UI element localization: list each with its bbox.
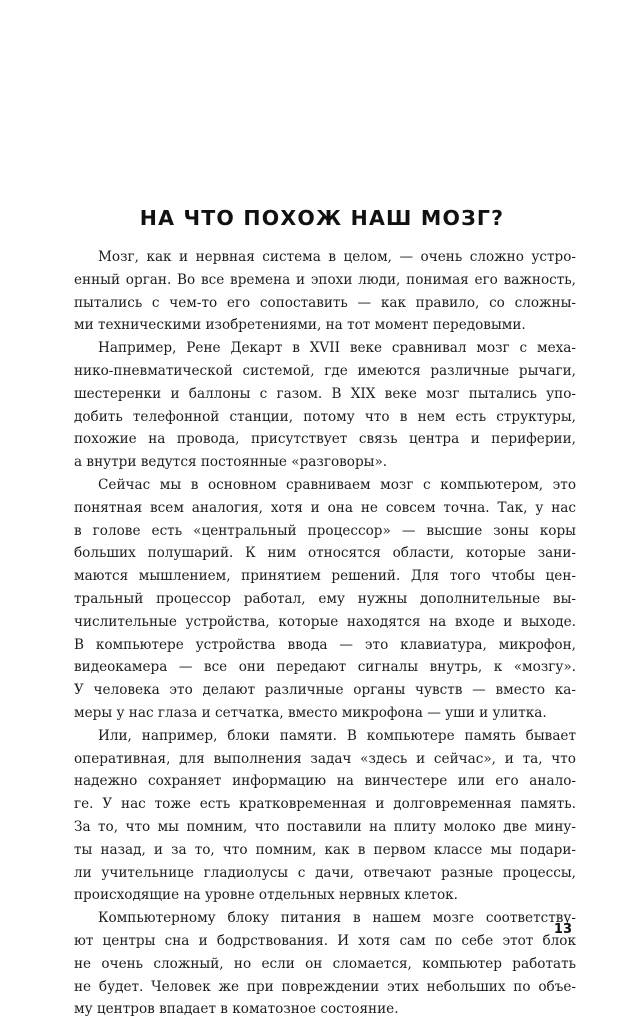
text-line: ют центры сна и бодрствования. И хотя сам по себе этот блок	[74, 932, 576, 949]
text-line: не очень сложный, но если он сломается, компьютер работать	[74, 955, 576, 972]
text-line: больших полушарий. К ним относятся области, которые зани-	[74, 545, 576, 562]
text-line: маются мышлением, принятием решений. Для того чтобы цен-	[74, 568, 576, 585]
text-line: Компьютерному блоку питания в нашем мозге соответству-	[98, 910, 576, 927]
text-line: За то, что мы помним, что поставили на плиту молоко две мину-	[74, 818, 576, 835]
chapter-heading: НА ЧТО ПОХОЖ НАШ МОЗГ?	[139, 206, 505, 230]
text-line: надежно сохраняет информацию на винчестере или его анало-	[74, 773, 576, 790]
text-line: му центров впадает в коматозное состояние.	[74, 1001, 399, 1018]
text-line: Или, например, блоки памяти. В компьютере память бывает	[98, 727, 576, 744]
body-text	[74, 246, 576, 1021]
text-line: происходящие на уровне отдельных нервных клеток.	[74, 887, 458, 904]
text-line: В компьютере устройства ввода — это клавиатура, микрофон,	[74, 636, 576, 653]
text-line: не будет. Человек же при повреждении этих небольших по объе-	[74, 978, 576, 995]
text-line: а внутри ведутся постоянные «разговоры».	[74, 454, 388, 471]
text-line: нико-пневматической системой, где имеются различные рычаги,	[74, 362, 576, 379]
text-line: пытались с чем-то его сопоставить — как правило, со сложны-	[74, 294, 576, 311]
text-line: Например, Рене Декарт в XVII веке сравнивал мозг с меха-	[98, 340, 576, 357]
text-line: шестеренки и баллоны с газом. В XIX веке мозг пытались упо-	[74, 385, 576, 402]
text-line: ми техническими изобретениями, на тот момент передовыми.	[74, 317, 526, 334]
text-line: У человека это делают различные органы чувств — вместо ка-	[74, 682, 576, 699]
text-line: добить телефонной станции, потому что в нем есть структуры,	[74, 408, 576, 425]
page-number: 13	[553, 922, 572, 937]
text-line: видеокамера — все они передают сигналы внутрь, к «мозгу».	[74, 659, 576, 676]
text-line: похожие на провода, присутствует связь центра и периферии,	[74, 431, 576, 448]
text-line: Мозг, как и нервная система в целом, — очень сложно устро-	[98, 249, 576, 265]
text-line: ге. У нас тоже есть кратковременная и долговременная память.	[74, 796, 576, 813]
text-line: оперативная, для выполнения задач «здесь и сейчас», и та, что	[74, 750, 576, 767]
text-line: меры у нас глаза и сетчатка, вместо микрофона — уши и улитка.	[74, 704, 547, 721]
text-line: в голове есть «центральный процессор» — высшие зоны коры	[74, 522, 576, 539]
text-line: числительные устройства, которые находятся на входе и выходе.	[74, 613, 576, 630]
text-line: понятная всем аналогия, хотя и она не совсем точна. Так, у нас	[74, 499, 576, 516]
text-line: тральный процессор работал, ему нужны дополнительные вы-	[74, 590, 576, 607]
text-line: ли учительнице гладиолусы с дачи, отвечают разные процессы,	[74, 864, 576, 881]
text-line: енный орган. Во все времена и эпохи люди, понимая его важность,	[74, 271, 576, 288]
text-line: ты назад, и за то, что помним, как в первом классе мы подари-	[74, 841, 576, 858]
text-line: Сейчас мы в основном сравниваем мозг с компьютером, это	[98, 476, 576, 493]
